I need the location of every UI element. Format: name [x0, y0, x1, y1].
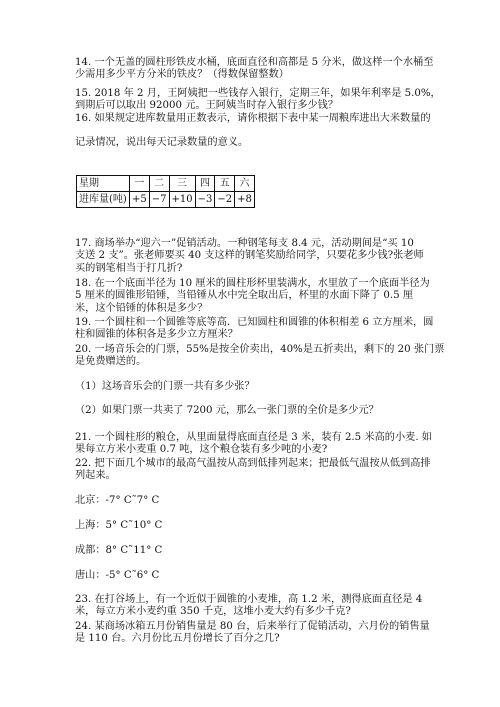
table-cell: 四	[195, 176, 215, 192]
question-20-part-2: （2）如果门票一共卖了 7200 元，那么一张门票的全价是多少元？	[75, 405, 379, 416]
question-20: 20. 一场音乐会的门票，55%是按全价卖出，40%是五折卖出，剩下的 20 张门票 是免费赠送的。	[75, 344, 445, 368]
question-20-part-1: （1）这场音乐会的门票一共有多少张？	[75, 381, 255, 392]
table-cell: −2	[215, 192, 235, 208]
city-tangshan: 唐山：-5° C˜6° C	[75, 570, 160, 581]
question-23: 23. 在打谷场上，有一个近似于圆锥的小麦堆，高 1.2 米，测得底面直径是 4 米，每立方米小麦约重 350 千克，这堆小麦大约有多少千克?	[75, 594, 423, 618]
question-19: 19. 一个圆柱和一个圆锥等底等高．已知圆柱和圆锥的体积相差 6 立方厘米，圆 柱和圆锥的体积各是多少立方厘米？	[75, 317, 434, 341]
table-cell: +8	[235, 192, 255, 208]
table-header-storage: 进库量(吨)	[77, 192, 130, 208]
table-cell: 三	[169, 176, 195, 192]
question-22: 22. 把下面几个城市的最高气温按从高到低排列起来；把最低气温按从低到高排 列起来。	[75, 458, 431, 482]
grain-storage-table	[76, 175, 255, 208]
city-beijing: 北京：-7° C˜7° C	[75, 495, 160, 506]
table-header-weekday: 星期	[77, 176, 130, 192]
question-18: 18. 在一个底面半径为 10 厘米的圆柱形杯里装满水，水里放了一个底面半径为 5 厘米的圆锥形铅锤，当铅锤从水中完全取出后，杯里的水面下降了 0.5 厘 米，这个铅锤的体积是多少？	[75, 278, 430, 314]
table-cell: +10	[169, 192, 195, 208]
question-17: 17. 商场举办“迎六一”促销活动。一种钢笔每支 8.4 元，活动期间是“买 10 支送 2 支”。张老师要买 40 支这样的钢笔奖励给同学，只要花多少钱?张老师 买的钢笔相当于打几折?	[75, 238, 424, 274]
table-cell: 二	[149, 176, 169, 192]
city-shanghai: 上海：5° C˜10° C	[75, 520, 163, 531]
question-14: 14. 一个无盖的圆柱形铁皮水桶，底面直径和高都是 5 分米，做这样一个水桶至 少需用多少平方分米的铁皮？（得数保留整数）	[75, 57, 434, 81]
table-row	[77, 176, 255, 192]
city-chengdu: 成都：8° C˜11° C	[75, 545, 163, 556]
table-cell: −7	[149, 192, 169, 208]
table-cell: +5	[130, 192, 150, 208]
table-cell: 五	[215, 176, 235, 192]
question-21: 21. 一个圆柱形的粮仓，从里面量得底面直径是 3 米，装有 2.5 米高的小麦. 如 果每立方米小麦重 0.7 吨，这个粮仓装有多少吨的小麦?	[75, 432, 432, 456]
question-15: 15. 2018 年 2 月，王阿姨把一些钱存入银行，定期三年，如果年利率是 5.0%， 到期后可以取出 92000 元。王阿姨当时存入银行多少钱？	[75, 88, 441, 112]
table-row	[77, 192, 255, 208]
question-16: 16. 如果规定进库数量用正数表示，请你根据下表中某一周粮库进出大米数量的	[75, 113, 431, 124]
question-24: 24. 某商场冰箱五月份销售量是 80 台，后来举行了促销活动，六月份的销售量 是 110 台。六月份比五月份增长了百分之几?	[75, 621, 430, 645]
table-cell: 六	[235, 176, 255, 192]
table-cell: 一	[130, 176, 150, 192]
question-16-continued: 记录情况，说出每天记录数量的意义。	[75, 137, 249, 148]
table-cell: −3	[195, 192, 215, 208]
